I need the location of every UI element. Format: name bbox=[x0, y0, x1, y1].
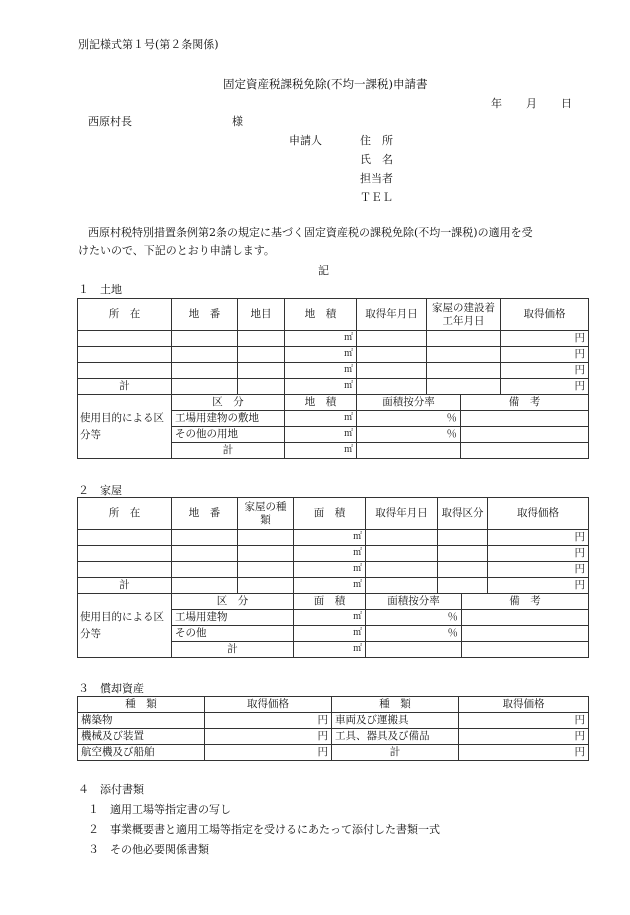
depreciable-header-type-left: 種 類 bbox=[78, 697, 205, 713]
land-usage-table bbox=[77, 394, 589, 459]
land-price-unit[interactable]: 円 bbox=[501, 363, 589, 379]
building-header-location: 所 在 bbox=[78, 498, 172, 530]
land-category-cell[interactable] bbox=[238, 347, 285, 363]
land-total-area-unit[interactable]: ㎡ bbox=[285, 379, 357, 395]
depreciable-price-unit[interactable]: 円 bbox=[459, 713, 589, 729]
attachment-item: ２ 事業概要書と適用工場等指定を受けるにあたって添付した書類一式 bbox=[88, 823, 440, 836]
depreciable-price-unit[interactable]: 円 bbox=[459, 729, 589, 745]
table-row bbox=[78, 347, 589, 363]
land-lot-cell[interactable] bbox=[172, 331, 238, 347]
building-usage-header-ratio: 面積按分率 bbox=[366, 594, 462, 610]
building-price-unit[interactable]: 円 bbox=[488, 546, 589, 562]
land-header-area: 地 積 bbox=[285, 299, 357, 331]
building-price-unit[interactable]: 円 bbox=[488, 562, 589, 578]
building-usage-percent[interactable]: ％ bbox=[366, 610, 462, 626]
attachments-section-title: ４ 添付書類 bbox=[78, 783, 144, 796]
land-usage-header-ratio: 面積按分率 bbox=[357, 395, 461, 411]
addressee-name: 西原村長 bbox=[88, 115, 132, 128]
building-header-acquired: 取得年月日 bbox=[366, 498, 438, 530]
land-usage-other: その他の用地 bbox=[172, 427, 285, 443]
building-location-cell[interactable] bbox=[78, 546, 172, 562]
building-usage-area-unit[interactable]: ㎡ bbox=[294, 626, 366, 642]
building-acquired-cell[interactable] bbox=[366, 562, 438, 578]
building-usage-header-class: 区 分 bbox=[172, 594, 294, 610]
building-acquired-cell[interactable] bbox=[366, 546, 438, 562]
building-area-unit[interactable]: ㎡ bbox=[294, 562, 366, 578]
land-usage-total-area-unit[interactable]: ㎡ bbox=[285, 443, 357, 459]
depreciable-header-price-left: 取得価格 bbox=[205, 697, 332, 713]
building-area-unit[interactable]: ㎡ bbox=[294, 530, 366, 546]
depreciable-type-machinery: 機械及び装置 bbox=[78, 729, 205, 745]
addressee-honorific: 様 bbox=[232, 115, 243, 128]
table-row bbox=[78, 562, 589, 578]
land-usage-area-unit[interactable]: ㎡ bbox=[285, 411, 357, 427]
depreciable-header-price-right: 取得価格 bbox=[459, 697, 589, 713]
land-header-lot: 地 番 bbox=[172, 299, 238, 331]
land-header-category: 地目 bbox=[238, 299, 285, 331]
table-row bbox=[78, 729, 589, 745]
building-acq-class-cell[interactable] bbox=[438, 562, 488, 578]
table-row bbox=[78, 363, 589, 379]
land-location-cell[interactable] bbox=[78, 331, 172, 347]
table-row bbox=[78, 379, 589, 395]
land-usage-header-class: 区 分 bbox=[172, 395, 285, 411]
building-usage-total: 計 bbox=[172, 642, 294, 658]
table-row bbox=[78, 713, 589, 729]
land-section-title: １ 土地 bbox=[78, 283, 122, 296]
land-usage-header-area: 地 積 bbox=[285, 395, 357, 411]
date-month-label: 月 bbox=[526, 97, 537, 110]
building-total-label: 計 bbox=[78, 578, 172, 594]
building-location-cell[interactable] bbox=[78, 530, 172, 546]
building-acquired-cell[interactable] bbox=[366, 530, 438, 546]
depreciable-type-tools: 工具、器具及び備品 bbox=[332, 729, 459, 745]
body-text-line2: けたいので、下記のとおり申請します。 bbox=[78, 244, 275, 257]
land-category-cell[interactable] bbox=[238, 363, 285, 379]
depreciable-total-price-unit[interactable]: 円 bbox=[459, 745, 589, 761]
building-usage-header-area: 面 積 bbox=[294, 594, 366, 610]
building-usage-remarks-cell[interactable] bbox=[462, 626, 589, 642]
building-header-type: 家屋の種 類 bbox=[238, 498, 294, 530]
building-total-area-unit[interactable]: ㎡ bbox=[294, 578, 366, 594]
building-header-price: 取得価格 bbox=[488, 498, 589, 530]
land-category-cell[interactable] bbox=[238, 331, 285, 347]
land-usage-total: 計 bbox=[172, 443, 285, 459]
depreciable-price-unit[interactable]: 円 bbox=[205, 713, 332, 729]
building-type-cell[interactable] bbox=[238, 546, 294, 562]
building-table bbox=[77, 497, 589, 594]
land-location-cell[interactable] bbox=[78, 363, 172, 379]
table-row bbox=[78, 530, 589, 546]
applicant-tel-label: ＴＥＬ bbox=[360, 191, 393, 204]
land-usage-remarks-cell[interactable] bbox=[461, 411, 589, 427]
depreciable-price-unit[interactable]: 円 bbox=[205, 745, 332, 761]
applicant-address-label: 住 所 bbox=[360, 134, 393, 147]
building-price-unit[interactable]: 円 bbox=[488, 530, 589, 546]
building-usage-table bbox=[77, 593, 589, 658]
land-construction-cell[interactable] bbox=[427, 347, 501, 363]
land-area-unit[interactable]: ㎡ bbox=[285, 331, 357, 347]
building-lot-cell[interactable] bbox=[172, 546, 238, 562]
applicant-contact-label: 担当者 bbox=[360, 172, 393, 185]
building-usage-label: 使用目的による区分等 bbox=[78, 594, 172, 658]
land-header-acquired: 取得年月日 bbox=[357, 299, 427, 331]
building-usage-area-unit[interactable]: ㎡ bbox=[294, 610, 366, 626]
land-usage-remarks-cell[interactable] bbox=[461, 427, 589, 443]
land-usage-percent[interactable]: ％ bbox=[357, 427, 461, 443]
building-total-price-unit[interactable]: 円 bbox=[488, 578, 589, 594]
building-lot-cell[interactable] bbox=[172, 530, 238, 546]
land-usage-area-unit[interactable]: ㎡ bbox=[285, 427, 357, 443]
date-year-label: 年 bbox=[491, 97, 502, 110]
building-type-cell[interactable] bbox=[238, 562, 294, 578]
depreciable-section-title: ３ 償却資産 bbox=[78, 682, 144, 695]
building-usage-header-remarks: 備 考 bbox=[462, 594, 589, 610]
attachment-item: １ 適用工場等指定書の写し bbox=[88, 803, 231, 816]
land-acquired-cell[interactable] bbox=[357, 331, 427, 347]
depreciable-type-structures: 構築物 bbox=[78, 713, 205, 729]
land-usage-percent[interactable]: ％ bbox=[357, 411, 461, 427]
table-row bbox=[78, 745, 589, 761]
land-total-price-unit[interactable]: 円 bbox=[501, 379, 589, 395]
building-section-title: ２ 家屋 bbox=[78, 484, 122, 497]
building-area-unit[interactable]: ㎡ bbox=[294, 546, 366, 562]
building-usage-percent[interactable]: ％ bbox=[366, 626, 462, 642]
land-header-price: 取得価格 bbox=[501, 299, 589, 331]
land-header-construction: 家屋の建設着工年月日 bbox=[427, 299, 501, 331]
building-lot-cell[interactable] bbox=[172, 562, 238, 578]
land-area-unit[interactable]: ㎡ bbox=[285, 363, 357, 379]
table-row bbox=[78, 546, 589, 562]
depreciable-price-unit[interactable]: 円 bbox=[205, 729, 332, 745]
building-usage-total-area-unit[interactable]: ㎡ bbox=[294, 642, 366, 658]
depreciable-total-label: 計 bbox=[332, 745, 459, 761]
applicant-name-label: 氏 名 bbox=[360, 153, 393, 166]
date-day-label: 日 bbox=[561, 97, 572, 110]
building-header-area: 面 積 bbox=[294, 498, 366, 530]
land-price-unit[interactable]: 円 bbox=[501, 331, 589, 347]
land-acquired-cell[interactable] bbox=[357, 347, 427, 363]
land-lot-cell[interactable] bbox=[172, 363, 238, 379]
land-location-cell[interactable] bbox=[78, 347, 172, 363]
land-usage-label: 使用目的による区分等 bbox=[78, 395, 172, 459]
land-lot-cell[interactable] bbox=[172, 347, 238, 363]
page-title: 固定資産税課税免除(不均一課税)申請書 bbox=[223, 77, 428, 91]
land-header-location: 所 在 bbox=[78, 299, 172, 331]
land-usage-header-remarks: 備 考 bbox=[461, 395, 589, 411]
land-construction-cell[interactable] bbox=[427, 331, 501, 347]
ki-label: 記 bbox=[318, 264, 329, 277]
building-usage-other: その他 bbox=[172, 626, 294, 642]
depreciable-header-type-right: 種 類 bbox=[332, 697, 459, 713]
building-location-cell[interactable] bbox=[78, 562, 172, 578]
building-header-acq-class: 取得区分 bbox=[438, 498, 488, 530]
land-total-label: 計 bbox=[78, 379, 172, 395]
depreciable-table bbox=[77, 696, 589, 761]
attachment-item: ３ その他必要関係書類 bbox=[88, 843, 209, 856]
land-construction-cell[interactable] bbox=[427, 363, 501, 379]
form-number: 別記様式第１号(第２条関係) bbox=[78, 38, 219, 51]
table-row bbox=[78, 331, 589, 347]
applicant-label: 申請人 bbox=[289, 134, 322, 147]
building-type-cell[interactable] bbox=[238, 530, 294, 546]
land-acquired-cell[interactable] bbox=[357, 363, 427, 379]
building-usage-remarks-cell[interactable] bbox=[462, 610, 589, 626]
land-price-unit[interactable]: 円 bbox=[501, 347, 589, 363]
body-text-line1: 西原村税特別措置条例第2条の規定に基づく固定資産税の課税免除(不均一課税)の適用を受 bbox=[88, 226, 533, 239]
building-acq-class-cell[interactable] bbox=[438, 530, 488, 546]
land-area-unit[interactable]: ㎡ bbox=[285, 347, 357, 363]
building-header-lot: 地 番 bbox=[172, 498, 238, 530]
depreciable-type-vehicles: 車両及び運搬具 bbox=[332, 713, 459, 729]
building-acq-class-cell[interactable] bbox=[438, 546, 488, 562]
table-row bbox=[78, 578, 589, 594]
land-table bbox=[77, 298, 589, 395]
depreciable-type-aircraft: 航空機及び船舶 bbox=[78, 745, 205, 761]
building-usage-factory: 工場用建物 bbox=[172, 610, 294, 626]
land-usage-factory-site: 工場用建物の敷地 bbox=[172, 411, 285, 427]
